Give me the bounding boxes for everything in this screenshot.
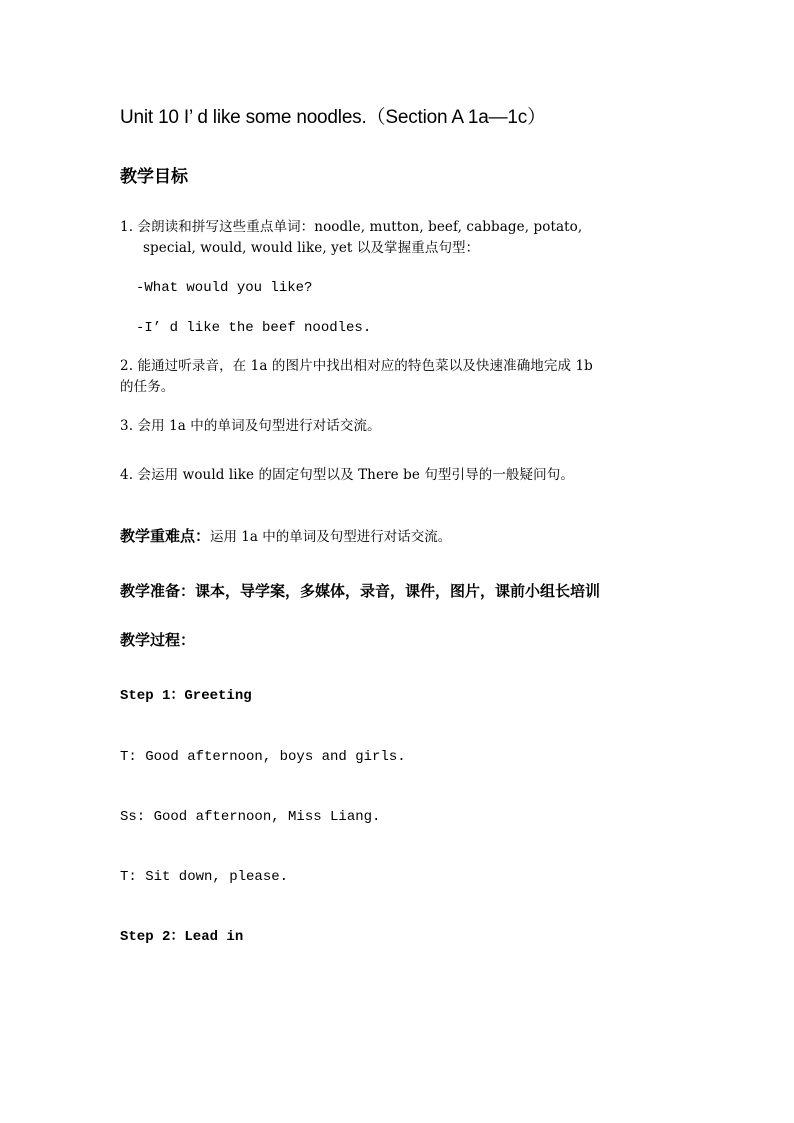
objective-item-3: 3. 会用 1a 中的单词及句型进行对话交流。 xyxy=(120,418,381,434)
document-title: Unit 10 I’ d like some noodles.（Section A 1a—1c） xyxy=(120,107,546,128)
objective-item-1-line-2: special, would, would like, yet 以及掌握重点句型： xyxy=(143,240,480,256)
key-points-label: 教学重难点： xyxy=(120,527,211,545)
step-1-line-2: Ss: Good afternoon, Miss Liang. xyxy=(120,809,381,825)
objective-item-4: 4. 会运用 would like 的固定句型以及 There be 句型引导的一般疑问句。 xyxy=(120,467,574,483)
step-1-title: Step 1：Greeting xyxy=(120,688,252,704)
key-points xyxy=(120,528,451,545)
preparation-line: 教学准备：课本，导学案，多媒体，录音，课件，图片，课前小组长培训 xyxy=(120,582,601,600)
objectives-heading: 教学目标 xyxy=(120,167,188,187)
key-points-text: 运用 1a 中的单词及句型进行对话交流。 xyxy=(210,529,452,545)
example-question: -What would you like? xyxy=(136,280,313,296)
objective-item-2-line-2: 的任务。 xyxy=(120,379,175,395)
process-heading: 教学过程： xyxy=(120,631,196,649)
step-2-title: Step 2：Lead in xyxy=(120,929,244,945)
objective-item-2-line-1: 2. 能通过听录音，在 1a 的图片中找出相对应的特色菜以及快速准确地完成 1b xyxy=(120,358,593,374)
objective-item-1-line-1: 1. 会朗读和拼写这些重点单词：noodle, mutton, beef, cabbage, potato, xyxy=(120,219,583,235)
example-answer: -I’ d like the beef noodles. xyxy=(136,320,372,336)
step-1-line-1: T: Good afternoon, boys and girls. xyxy=(120,749,406,765)
step-1-line-3: T: Sit down, please. xyxy=(120,869,289,885)
